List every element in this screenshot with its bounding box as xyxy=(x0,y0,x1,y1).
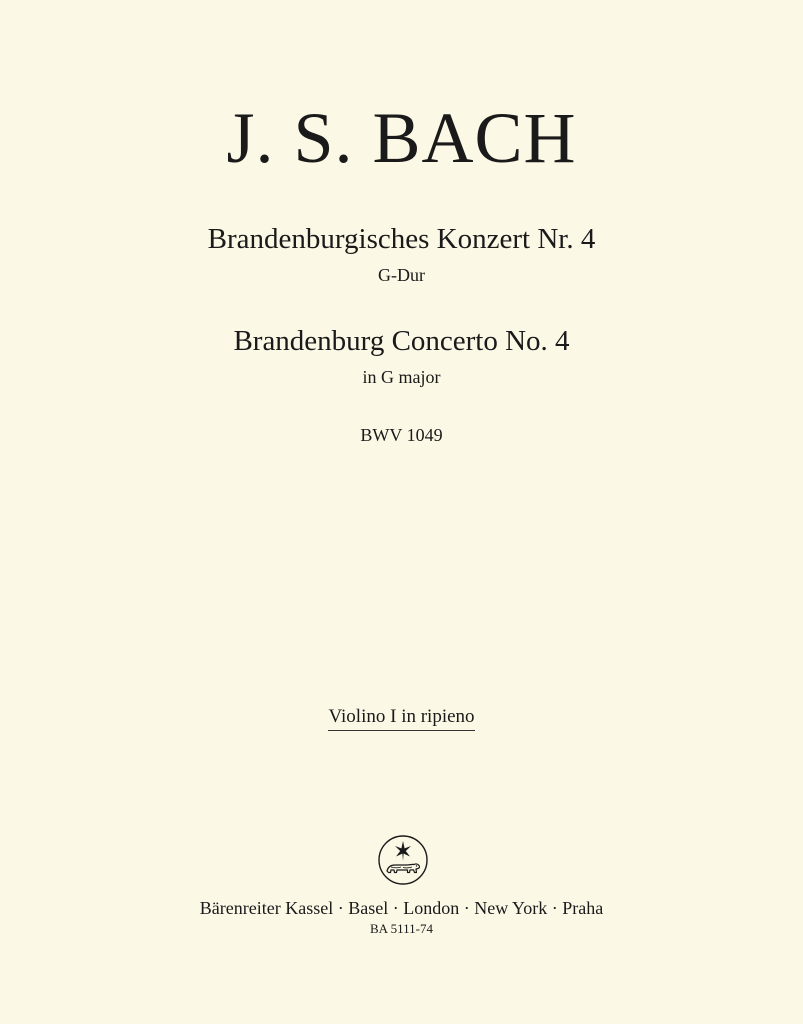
baerenreiter-logo-icon xyxy=(377,834,429,886)
publisher-line: Bärenreiter Kassel · Basel · London · New York · Praha xyxy=(199,898,604,918)
composer-name: J. S. BACH xyxy=(226,98,577,178)
title-german: Brandenburgisches Konzert Nr. 4 xyxy=(207,223,596,255)
edition-number: BA 5111-74 xyxy=(370,921,433,936)
key-german: G-Dur xyxy=(378,265,425,285)
part-name-label: Violino I in ripieno xyxy=(328,705,474,731)
key-english: in G major xyxy=(362,367,441,387)
title-english: Brandenburg Concerto No. 4 xyxy=(233,325,570,357)
part-name xyxy=(0,705,803,731)
catalog-number: BWV 1049 xyxy=(360,425,443,445)
